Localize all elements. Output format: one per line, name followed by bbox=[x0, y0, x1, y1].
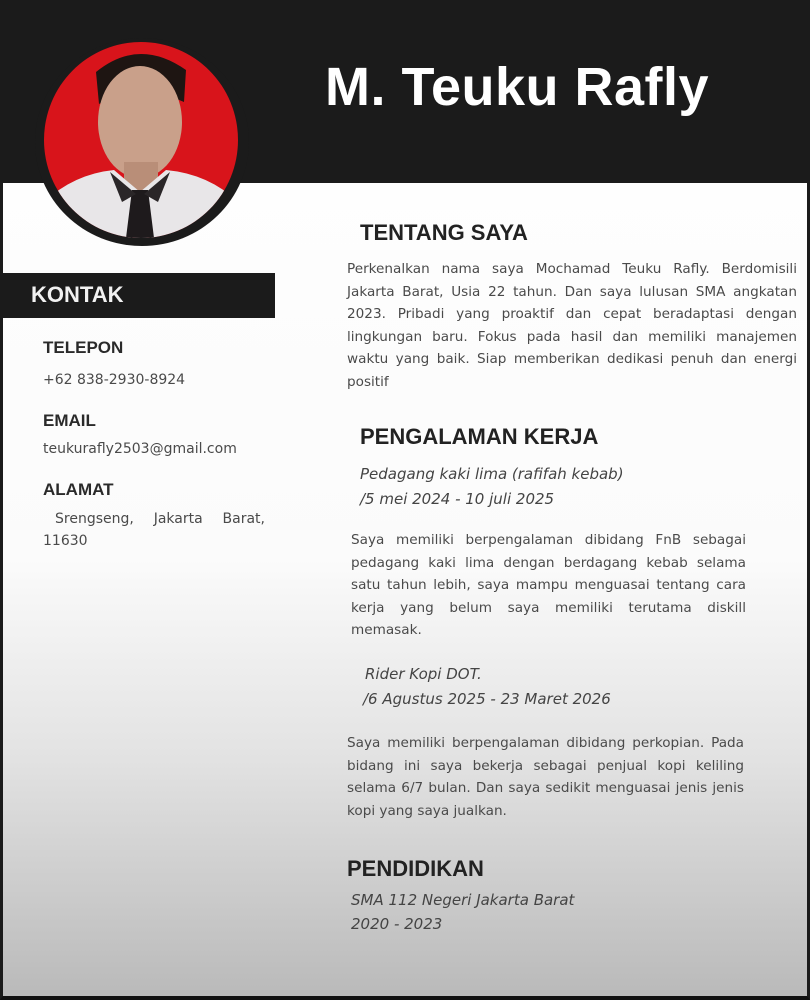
email-label: EMAIL bbox=[43, 411, 96, 430]
phone-label: TELEPON bbox=[43, 338, 124, 357]
education-title: PENDIDIKAN bbox=[347, 856, 484, 881]
experience-1-period: /5 mei 2024 - 10 juli 2025 bbox=[360, 490, 555, 508]
full-name: M. Teuku Rafly bbox=[325, 57, 710, 117]
profile-photo bbox=[35, 38, 249, 246]
experience-2-period: /6 Agustus 2025 - 23 Maret 2026 bbox=[363, 690, 611, 708]
experience-2-description: Saya memiliki berpengalaman dibidang perkopian. Pada bidang ini saya bekerja sebagai penjual kopi keliling selama 6/7 bulan. Dan saya sedikit menguasai jenis jenis kopi yang saya jualkan. bbox=[347, 735, 744, 819]
contact-header-bar bbox=[3, 273, 275, 318]
experience-1-description: Saya memiliki berpengalaman dibidang FnB sebagai pedagang kaki lima dengan berdagang kebab selama satu tahun lebih, saya mampu menguasai tentang cara kerja yang belum saya memiliki terutama diskill memasak. bbox=[351, 532, 746, 638]
photo-red-background bbox=[44, 42, 238, 238]
person-portrait-icon bbox=[44, 42, 238, 238]
experience-title: PENGALAMAN KERJA bbox=[360, 424, 599, 449]
education-school: SMA 112 Negeri Jakarta Barat bbox=[351, 891, 575, 909]
about-title: TENTANG SAYA bbox=[360, 220, 528, 245]
contact-title: KONTAK bbox=[31, 282, 124, 307]
education-years: 2020 - 2023 bbox=[351, 915, 443, 933]
experience-2-role: Rider Kopi DOT. bbox=[365, 665, 482, 683]
experience-1-role: Pedagang kaki lima (rafifah kebab) bbox=[360, 465, 624, 483]
address-value: Srengseng, Jakarta Barat, 11630 bbox=[43, 511, 265, 549]
phone-value: +62 838-2930-8924 bbox=[43, 372, 186, 388]
about-text: Perkenalkan nama saya Mochamad Teuku Rafly. Berdomisili Jakarta Barat, Usia 22 tahun. Dan saya lulusan SMA angkatan 2023. Pribadi yang proaktif dan cepat beradaptasi dengan lingkungan baru. Fokus pada hasil dan memiliki manajemen waktu yang baik. Siap memberikan dedikasi penuh dan energi positif bbox=[347, 261, 797, 390]
address-label: ALAMAT bbox=[43, 480, 114, 499]
email-value[interactable]: teukurafly2503@gmail.com bbox=[43, 441, 237, 457]
